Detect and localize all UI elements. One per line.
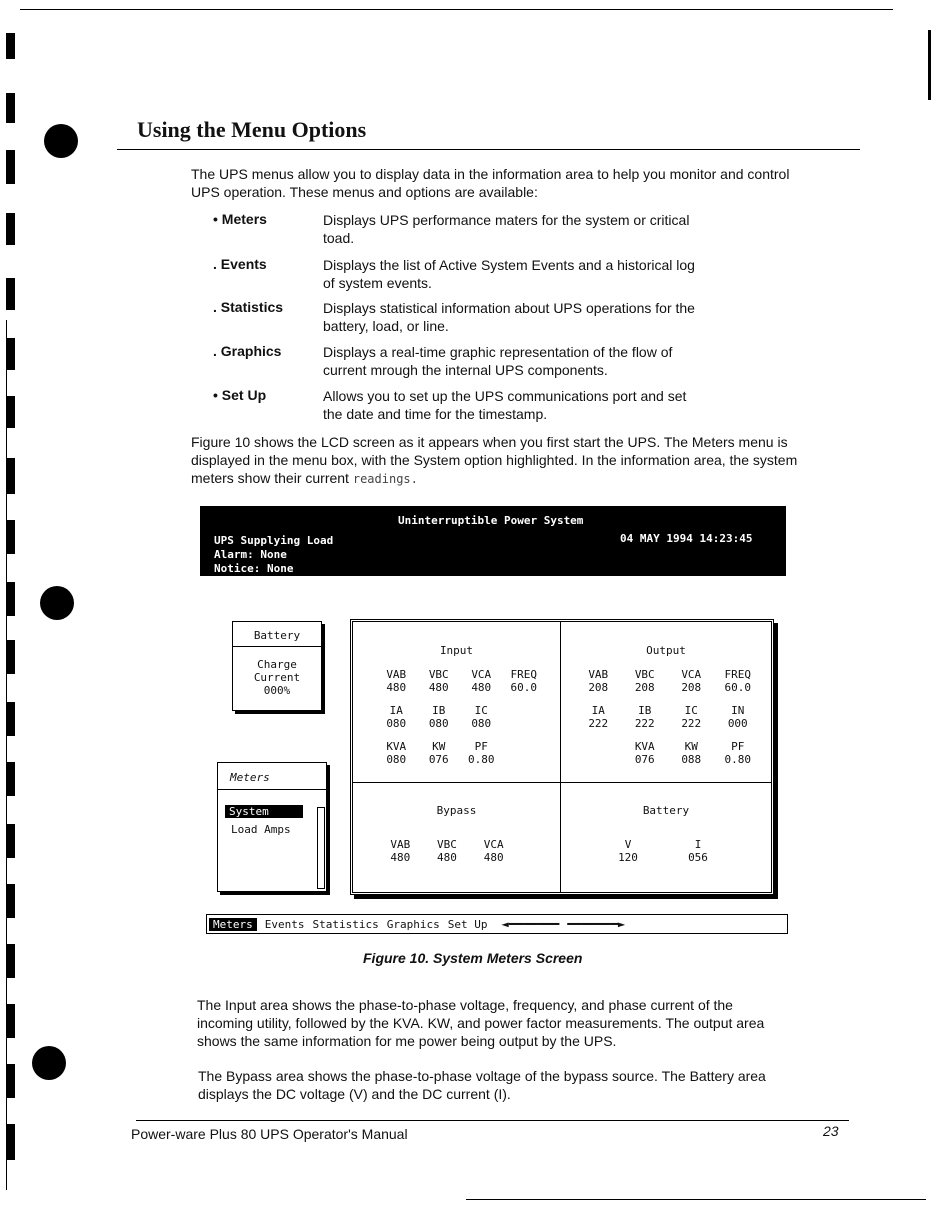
charge-current-value: 000% — [263, 684, 291, 697]
menubar-statistics[interactable]: Statistics — [312, 917, 379, 931]
figure-intro-text: Figure 10 shows the LCD screen as it appears when you first start the UPS. The Meters menu is displayed in the menu box, with the System option highlighted. In the information area, the system meters show their current — [191, 434, 798, 486]
input-title: Input — [439, 644, 474, 657]
output-title: Output — [646, 644, 686, 657]
screen-title: Uninterruptible Power System — [398, 514, 584, 527]
figure-intro-readings: readings. — [352, 472, 418, 486]
option-term-statistics: . Statistics — [213, 299, 284, 315]
top-rule — [20, 9, 893, 10]
heading-rule — [117, 149, 860, 150]
information-area — [350, 619, 774, 895]
menubar-events[interactable]: Events — [264, 917, 305, 931]
lcd-screen-figure — [200, 506, 790, 936]
battery-box-title: Battery — [253, 629, 301, 642]
bypass-values: VAB VBC VCA 480 480 480 — [390, 838, 504, 864]
page-number: 23 — [823, 1123, 839, 1139]
menu-scrollbar[interactable] — [317, 807, 325, 889]
arrow-right-icon: ━━━━━━━► — [567, 917, 626, 931]
notice-status: Notice: None — [214, 562, 294, 575]
menu-item-load-amps[interactable]: Load Amps — [231, 823, 291, 836]
figure-caption: Figure 10. System Meters Screen — [363, 950, 583, 966]
menu-item-system[interactable]: System — [225, 805, 303, 818]
ups-status: UPS Supplying Load — [214, 534, 334, 547]
option-desc-setup: Allows you to set up the UPS communications port and set the date and time for the timestamp. — [323, 388, 687, 422]
output-values: VAB VBC VCA FREQ 208 208 208 60.0 IA IB IC IN 222 222 222 000 KVA KW PF 076 088 0.80 — [588, 668, 751, 766]
option-term-setup: • Set Up — [213, 387, 267, 403]
battery-title: Battery — [642, 804, 690, 817]
option-desc-graphics: Displays a real-time graphic representation of the flow of current mrough the internal UPS components. — [323, 344, 673, 378]
battery-values: V I 120 056 — [618, 838, 708, 864]
screen-menubar — [206, 914, 788, 934]
menubar-meters[interactable]: Meters — [209, 918, 257, 931]
input-values: VAB VBC VCA FREQ 480 480 480 60.0 IA IB IC 080 080 080 KVA KW PF 080 076 0.80 — [386, 668, 537, 766]
page-title: Using the Menu Options — [137, 117, 367, 142]
intro-paragraph: The UPS menus allow you to display data in the information area to help you monitor and control UPS operation. These menus and options are available: — [191, 166, 790, 200]
screen-datetime: 04 MAY 1994 14:23:45 — [620, 532, 753, 545]
footer-rule — [136, 1120, 849, 1121]
option-term-meters: • Meters — [213, 211, 267, 227]
current-label: Current — [253, 671, 301, 684]
bottom-rule — [466, 1199, 926, 1200]
charge-label: Charge — [257, 658, 297, 671]
footer-manual-title: Power-ware Plus 80 UPS Operator's Manual — [131, 1126, 408, 1142]
option-desc-statistics: Displays statistical information about UPS operations for the battery, load, or line. — [323, 300, 695, 334]
bypass-area-paragraph: The Bypass area shows the phase-to-phase voltage of the bypass source. The Battery area displays the DC voltage (V) and the DC current (I). — [198, 1068, 766, 1102]
screen-header — [200, 506, 786, 576]
arrow-left-icon: ◄━━━━━━━ — [501, 917, 560, 931]
meters-menu-box — [217, 762, 327, 892]
alarm-status: Alarm: None — [214, 548, 287, 561]
input-area-paragraph: The Input area shows the phase-to-phase voltage, frequency, and phase current of the incoming utility, followed by the KVA. KW, and power factor measurements. The output area shows the same information for me power being output by the UPS. — [197, 997, 765, 1049]
option-term-events: . Events — [213, 256, 267, 272]
battery-summary-box — [232, 621, 322, 711]
option-desc-meters: Displays UPS performance maters for the system or critical toad. — [323, 212, 690, 246]
menubar-setup[interactable]: Set Up — [447, 917, 488, 931]
figure-intro — [191, 433, 801, 488]
bypass-title: Bypass — [436, 804, 477, 817]
option-term-graphics: . Graphics — [213, 343, 282, 359]
option-desc-events: Displays the list of Active System Events and a historical log of system events. — [323, 257, 695, 291]
menubar-graphics[interactable]: Graphics — [386, 917, 440, 931]
meters-menu-title: Meters — [230, 771, 270, 784]
